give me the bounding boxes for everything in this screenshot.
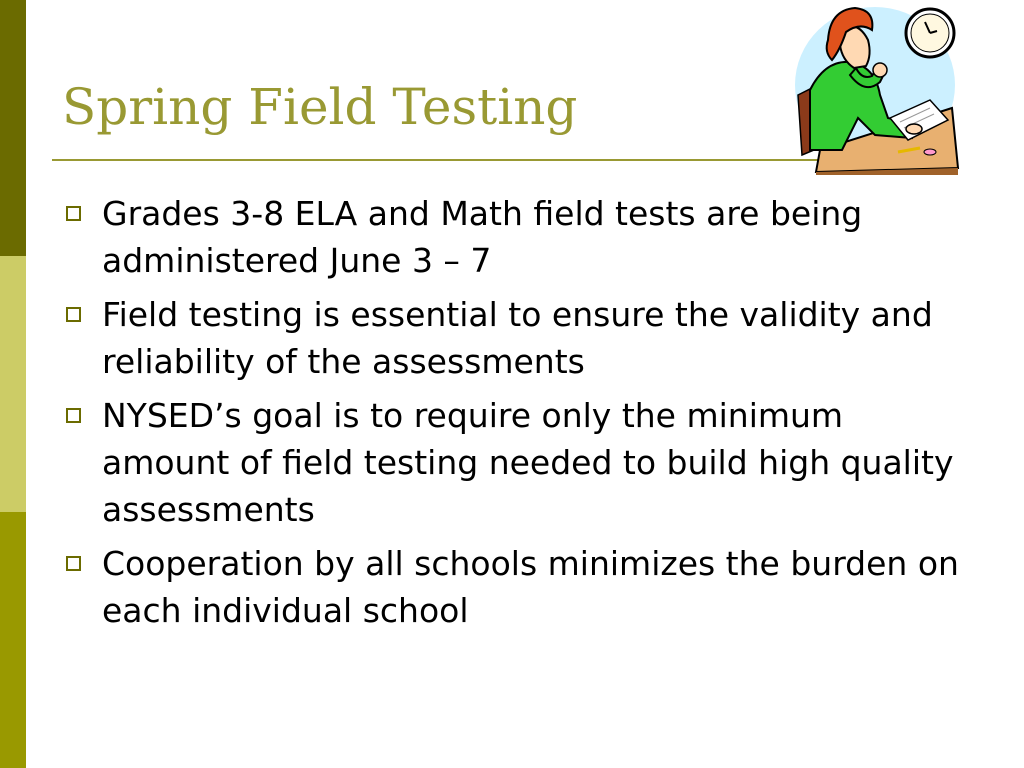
bullet-item xyxy=(62,190,962,284)
bullet-item xyxy=(62,540,962,634)
side-bar-middle xyxy=(0,256,26,512)
bullet-text: NYSED’s goal is to require only the minimum amount of field testing needed to build high quality assessments xyxy=(102,396,954,529)
side-bar-bottom xyxy=(0,512,26,768)
side-bar-top xyxy=(0,0,26,256)
square-bullet-icon xyxy=(66,556,81,571)
bullet-item xyxy=(62,291,962,385)
bullet-text: Grades 3-8 ELA and Math field tests are being administered June 3 – 7 xyxy=(102,194,863,280)
square-bullet-icon xyxy=(66,408,81,423)
bullet-text: Cooperation by all schools minimizes the burden on each individual school xyxy=(102,544,959,630)
square-bullet-icon xyxy=(66,307,81,322)
bullet-list xyxy=(62,190,962,641)
bullet-item xyxy=(62,392,962,533)
bullet-text: Field testing is essential to ensure the validity and reliability of the assessments xyxy=(102,295,933,381)
student-writing-test-icon xyxy=(780,0,960,175)
square-bullet-icon xyxy=(66,206,81,221)
slide-title: Spring Field Testing xyxy=(62,78,578,136)
